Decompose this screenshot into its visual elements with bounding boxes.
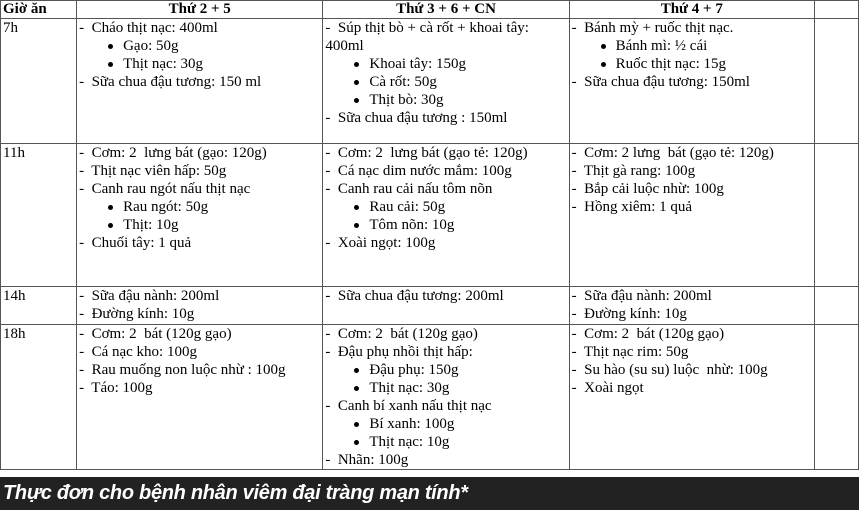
menu-item: - Cơm: 2 bát (120g gạo) bbox=[325, 326, 478, 342]
menu-item: - Bắp cải luộc nhừ: 100g bbox=[571, 181, 724, 197]
menu-item: - Bánh mỳ + ruốc thịt nạc. bbox=[571, 20, 734, 36]
menu-item: - Xoài ngọt: 100g bbox=[325, 235, 436, 251]
caption-banner: Thực đơn cho bệnh nhân viêm đại tràng mạn tính* bbox=[0, 477, 859, 510]
meal-row-11h bbox=[1, 144, 859, 287]
meal-row-18h bbox=[1, 325, 859, 470]
header-row bbox=[1, 1, 859, 19]
menu-sub-item: Đậu phụ: 150g bbox=[325, 361, 566, 379]
meal-time: 18h bbox=[1, 325, 77, 470]
menu-sub-item: Cà rốt: 50g bbox=[325, 73, 566, 91]
menu-item: - Xoài ngọt bbox=[571, 380, 644, 396]
menu-item: - Su hào (su su) luộc nhừ: 100g bbox=[571, 362, 768, 378]
menu-item: - Sữa đậu nành: 200ml bbox=[79, 288, 220, 304]
menu-sub-item: Rau ngót: 50g bbox=[79, 198, 320, 216]
menu-sub-item: Bánh mì: ½ cái bbox=[572, 37, 812, 55]
menu-cell bbox=[77, 19, 323, 144]
meal-time: 14h bbox=[1, 287, 77, 325]
header-empty bbox=[814, 1, 858, 19]
menu-item: - Sữa chua đậu tương: 150 ml bbox=[79, 74, 262, 90]
menu-item: - Đường kính: 10g bbox=[571, 306, 687, 322]
menu-cell bbox=[323, 144, 569, 287]
menu-cell bbox=[323, 19, 569, 144]
menu-cell bbox=[77, 144, 323, 287]
menu-sub-item: Thịt nạc: 30g bbox=[325, 379, 566, 397]
menu-cell bbox=[77, 287, 323, 325]
empty-cell bbox=[814, 19, 858, 144]
menu-item: - Canh rau cải nấu tôm nõn bbox=[325, 181, 493, 197]
meal-row-7h bbox=[1, 19, 859, 144]
menu-cell bbox=[569, 19, 814, 144]
menu-item: - Sữa chua đậu tương: 200ml bbox=[325, 288, 504, 304]
menu-item: - Sữa đậu nành: 200ml bbox=[571, 288, 712, 304]
menu-item: - Sữa chua đậu tương: 150ml bbox=[571, 74, 750, 90]
menu-cell bbox=[569, 144, 814, 287]
menu-item: - Cá nạc dim nước mắm: 100g bbox=[325, 163, 512, 179]
menu-item: - Súp thịt bò + cà rốt + khoai tây: 400ml bbox=[325, 20, 533, 54]
menu-sub-item: Thịt nạc: 30g bbox=[79, 55, 320, 73]
menu-item: - Táo: 100g bbox=[79, 380, 153, 396]
menu-cell bbox=[323, 287, 569, 325]
menu-sub-item: Tôm nõn: 10g bbox=[325, 216, 566, 234]
menu-item: - Cơm: 2 lưng bát (gạo tẻ: 120g) bbox=[325, 145, 528, 161]
menu-item: - Cháo thịt nạc: 400ml bbox=[79, 20, 218, 36]
menu-item: - Cơm: 2 bát (120g gạo) bbox=[79, 326, 232, 342]
menu-cell bbox=[77, 325, 323, 470]
menu-sub-item: Thịt bò: 30g bbox=[325, 91, 566, 109]
menu-item: - Rau muống non luộc nhừ : 100g bbox=[79, 362, 286, 378]
menu-item: - Canh rau ngót nấu thịt nạc bbox=[79, 181, 251, 197]
header-mon-thu: Thứ 2 + 5 bbox=[77, 1, 323, 19]
menu-item: - Cá nạc kho: 100g bbox=[79, 344, 197, 360]
menu-sub-item: Thịt: 10g bbox=[79, 216, 320, 234]
menu-item: - Thịt nạc rim: 50g bbox=[571, 344, 689, 360]
menu-cell bbox=[323, 325, 569, 470]
menu-item: - Thịt nạc viên hấp: 50g bbox=[79, 163, 227, 179]
meal-row-14h bbox=[1, 287, 859, 325]
menu-cell bbox=[569, 325, 814, 470]
menu-sub-item: Rau cải: 50g bbox=[325, 198, 566, 216]
menu-sub-item: Ruốc thịt nạc: 15g bbox=[572, 55, 812, 73]
menu-item: - Cơm: 2 lưng bát (gạo tẻ: 120g) bbox=[571, 145, 774, 161]
header-wed-sat: Thứ 4 + 7 bbox=[569, 1, 814, 19]
menu-item: - Thịt gà rang: 100g bbox=[571, 163, 696, 179]
meal-time: 11h bbox=[1, 144, 77, 287]
empty-cell bbox=[814, 287, 858, 325]
menu-item: - Chuối tây: 1 quả bbox=[79, 235, 192, 251]
header-time: Giờ ăn bbox=[1, 1, 77, 19]
menu-item: - Cơm: 2 lưng bát (gạo: 120g) bbox=[79, 145, 267, 161]
menu-item: - Đường kính: 10g bbox=[79, 306, 195, 322]
menu-sub-item: Bí xanh: 100g bbox=[325, 415, 566, 433]
menu-sub-item: Gạo: 50g bbox=[79, 37, 320, 55]
menu-item: - Canh bí xanh nấu thịt nạc bbox=[325, 398, 492, 414]
menu-sub-item: Khoai tây: 150g bbox=[325, 55, 566, 73]
header-tue-fri-sun: Thứ 3 + 6 + CN bbox=[323, 1, 569, 19]
meal-time: 7h bbox=[1, 19, 77, 144]
menu-item: - Cơm: 2 bát (120g gạo) bbox=[571, 326, 725, 342]
empty-cell bbox=[814, 325, 858, 470]
menu-item: - Đậu phụ nhồi thịt hấp: bbox=[325, 344, 473, 360]
empty-cell bbox=[814, 144, 858, 287]
menu-sub-item: Thịt nạc: 10g bbox=[325, 433, 566, 451]
menu-item: - Hồng xiêm: 1 quả bbox=[571, 199, 693, 215]
menu-item: - Nhãn: 100g bbox=[325, 452, 409, 468]
menu-cell bbox=[569, 287, 814, 325]
menu-item: - Sữa chua đậu tương : 150ml bbox=[325, 110, 508, 126]
